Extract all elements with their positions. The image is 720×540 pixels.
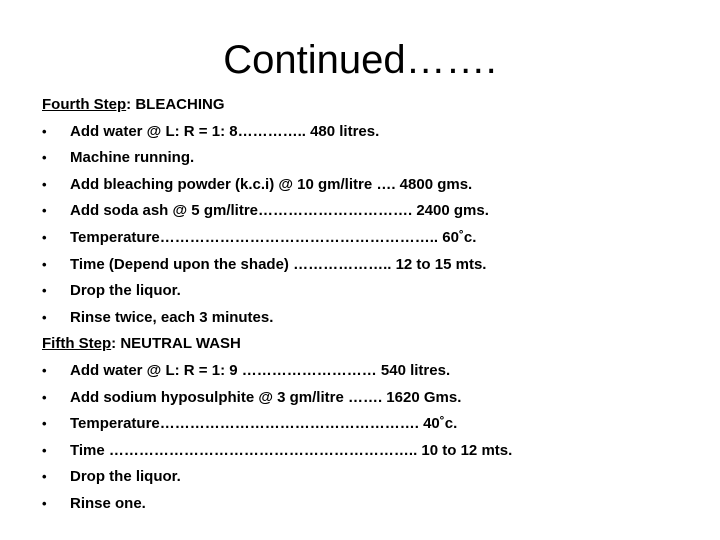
list-item [42,119,702,146]
bullet-icon: • [42,309,47,325]
list-item-text: Rinse twice, each 3 minutes. [70,308,274,326]
list-item [42,385,702,412]
list-item-text: Temperature……………………………………………. 40˚c. [70,415,458,433]
bullet-icon: • [42,283,47,299]
list-item [42,491,702,518]
list-item-text: Drop the liquor. [70,282,181,300]
list-item-text: Machine running. [70,149,195,167]
list-item-text: Drop the liquor. [70,468,181,486]
list-item [42,305,702,332]
bullet-icon: • [42,123,47,139]
list-item-text: Time …………………………………………………….. 10 to 12 mts. [70,441,513,459]
section-heading-title: : BLEACHING [126,96,225,113]
list-item [42,198,702,225]
section-heading-title: : NEUTRAL WASH [111,335,241,353]
list-item-text: Add water @ L: R = 1: 8………….. 480 litres. [70,122,380,140]
list-item-text: Add sodium hyposulphite @ 3 gm/litre ……. 1620 Gms. [70,388,462,406]
list-item-text: Time (Depend upon the shade) ……………….. 12 to 15 mts. [70,255,487,273]
bullet-icon: • [42,495,47,511]
section-heading-label: Fourth Step [42,96,127,113]
list-item-text: Temperature……………………………………………….. 60˚c. [70,228,477,246]
section-heading-label: Fifth Step [42,335,112,353]
bullet-icon: • [42,389,47,405]
list-item [42,438,702,465]
bullet-icon: • [42,416,47,432]
bullet-icon: • [42,203,47,219]
list-item [42,252,702,279]
slide-title: Continued……. [223,38,497,82]
bullet-icon: • [42,150,47,166]
list-item-text: Add soda ash @ 5 gm/litre…………………………. 2400 gms. [70,202,489,220]
list-item [42,464,702,491]
list-item-text: Add bleaching powder (k.c.i) @ 10 gm/litre …. 4800 gms. [70,175,473,193]
list-item [42,411,702,438]
bullet-icon: • [42,469,47,485]
list-item [42,172,702,199]
list-item [42,358,702,385]
list-item-text: Add water @ L: R = 1: 9 ……………………… 540 litres. [70,361,451,379]
slide-content [42,92,702,518]
section-heading-fifth-step [42,331,702,358]
list-item [42,278,702,305]
bullet-icon: • [42,229,47,245]
list-item [42,145,702,172]
bullet-icon: • [42,362,47,378]
list-item [42,225,702,252]
bullet-icon: • [42,442,47,458]
list-item-text: Rinse one. [70,494,146,512]
bullet-icon: • [42,176,47,192]
bullet-icon: • [42,256,47,272]
section-heading-fourth-step [42,92,702,119]
